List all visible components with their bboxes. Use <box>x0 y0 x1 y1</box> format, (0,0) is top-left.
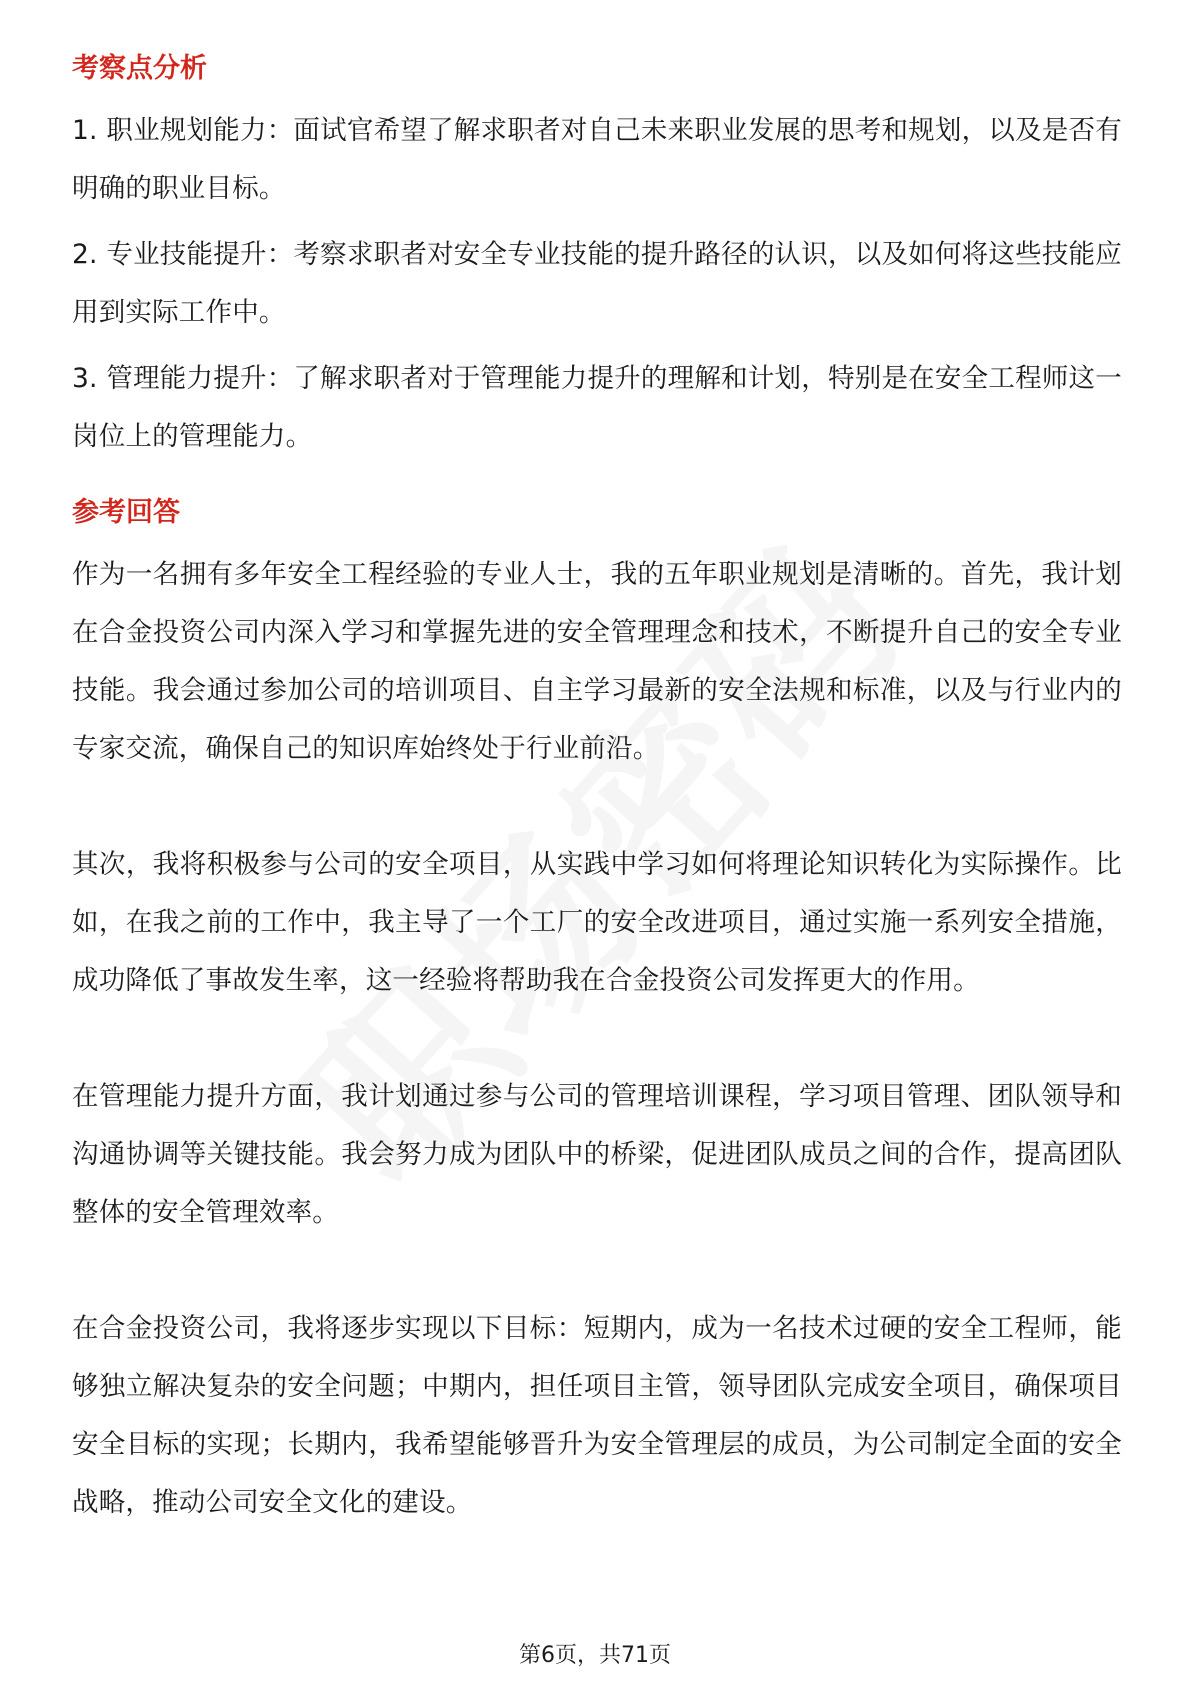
analysis-item-2: 2. 专业技能提升：考察求职者对安全专业技能的提升路径的认识，以及如何将这些技能应用到实际工作中。 <box>72 239 1122 328</box>
page-number: 第6页，共71页 <box>519 1643 671 1668</box>
analysis-item-1: 1. 职业规划能力：面试官希望了解求职者对自己未来职业发展的思考和规划，以及是否有明确的职业目标。 <box>72 115 1122 204</box>
section-heading-analysis: 考察点分析 <box>72 53 207 84</box>
answer-paragraph-4: 在合金投资公司，我将逐步实现以下目标：短期内，成为一名技术过硬的安全工程师，能够独立解决复杂的安全问题；中期内，担任项目主管，领导团队完成安全项目，确保项目安全目标的实现；长期内，我希望能够晋升为安全管理层的成员，为公司制定全面的安全战略，推动公司安全文化的建设。 <box>72 1313 1122 1518</box>
analysis-item-3: 3. 管理能力提升：了解求职者对于管理能力提升的理解和计划，特别是在安全工程师这一岗位上的管理能力。 <box>72 363 1122 452</box>
section-heading-answer: 参考回答 <box>72 497 180 528</box>
answer-paragraph-1: 作为一名拥有多年安全工程经验的专业人士，我的五年职业规划是清晰的。首先，我计划在合金投资公司内深入学习和掌握先进的安全管理理念和技术，不断提升自己的安全专业技能。我会通过参加公司的培训项目、自主学习最新的安全法规和标准，以及与行业内的专家交流，确保自己的知识库始终处于行业前沿。 <box>72 559 1122 764</box>
answer-paragraph-2: 其次，我将积极参与公司的安全项目，从实践中学习如何将理论知识转化为实际操作。比如，在我之前的工作中，我主导了一个工厂的安全改进项目，通过实施一系列安全措施，成功降低了事故发生率，这一经验将帮助我在合金投资公司发挥更大的作用。 <box>72 849 1122 996</box>
answer-paragraph-3: 在管理能力提升方面，我计划通过参与公司的管理培训课程，学习项目管理、团队领导和沟通协调等关键技能。我会努力成为团队中的桥梁，促进团队成员之间的合作，提高团队整体的安全管理效率。 <box>72 1081 1122 1228</box>
document-body <box>72 44 1122 1532</box>
